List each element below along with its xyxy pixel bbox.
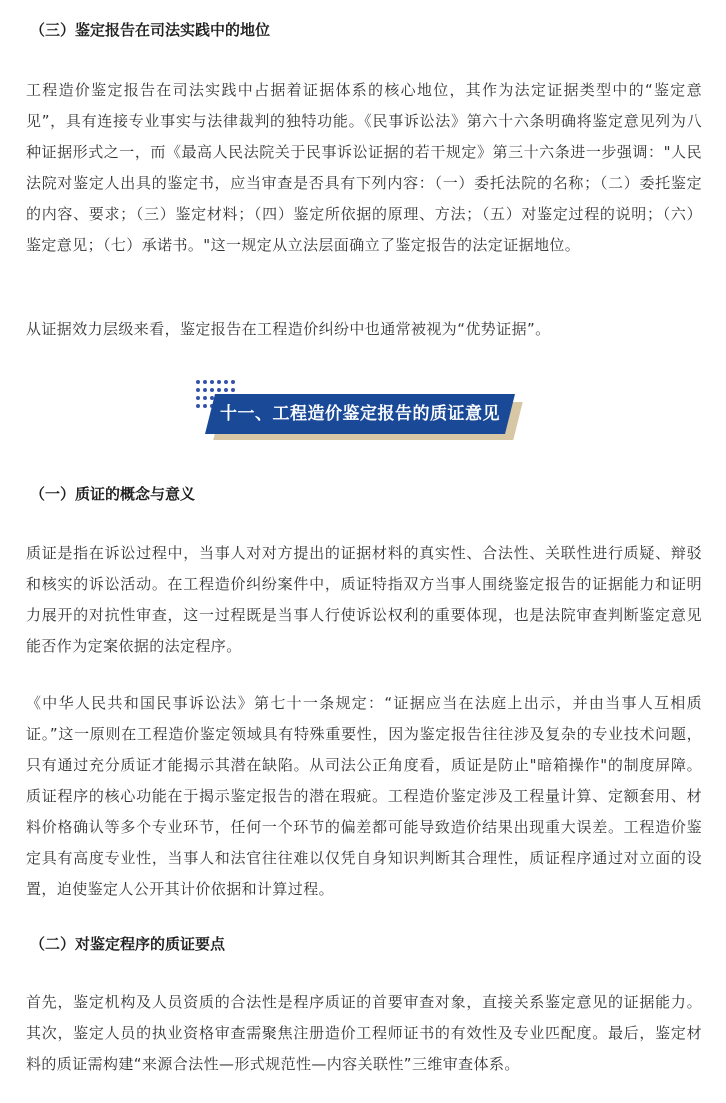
paragraph-evidence-hierarchy: 从证据效力层级来看，鉴定报告在工程造价纠纷中也通常被视为“优势证据”。 — [26, 320, 551, 338]
section-banner — [196, 380, 526, 442]
section-heading-status: （三）鉴定报告在司法实践中的地位 — [30, 21, 271, 39]
banner-title: 十一、工程造价鉴定报告的质证意见 — [220, 404, 500, 424]
paragraph-procedure: 首先，鉴定机构及人员资质的合法性是程序质证的首要审查对象，直接关系鉴定意见的证据能力。其次，鉴定人员的执业资格审查需聚焦注册造价工程师证书的有效性及专业匹配度。最后，鉴定材料的质证需构建“来源合法性—形式规范性—内容关联性”三维审查体系。 — [26, 993, 702, 1073]
subsection-heading-procedure: （二）对鉴定程序的质证要点 — [30, 935, 226, 953]
paragraph-legal-status: 工程造价鉴定报告在司法实践中占据着证据体系的核心地位，其作为法定证据类型中的“鉴定意见”，具有连接专业事实与法律裁判的独特功能。《民事诉讼法》第六十六条明确将鉴定意见列为八种证据形式之一，而《最高人民法院关于民事诉讼证据的若干规定》第三十六条进一步强调："人民法院对鉴定人出具的鉴定书，应当审查是否具有下列内容：（一）委托法院的名称；（二）委托鉴定的内容、要求；（三）鉴定材料；（四）鉴定所依据的原理、方法；（五）对鉴定过程的说明；（六）鉴定意见；（七）承诺书。"这一规定从立法层面确立了鉴定报告的法定证据地位。 — [26, 81, 702, 254]
paragraph-concept: 质证是指在诉讼过程中，当事人对对方提出的证据材料的真实性、合法性、关联性进行质疑、辩驳和核实的诉讼活动。在工程造价纠纷案件中，质证特指双方当事人围绕鉴定报告的证据能力和证明力展开的对抗性审查，这一过程既是当事人行使诉讼权利的重要体现，也是法院审查判断鉴定意见能否作为定案依据的法定程序。 — [26, 544, 702, 655]
subsection-heading-concept: （一）质证的概念与意义 — [30, 485, 196, 503]
paragraph-law-provision: 《中华人民共和国民事诉讼法》第七十一条规定：“证据应当在法庭上出示，并由当事人互相质证。”这一原则在工程造价鉴定领域具有特殊重要性，因为鉴定报告往往涉及复杂的专业技术问题，只有通过充分质证才能揭示其潜在缺陷。从司法公正角度看，质证是防止"暗箱操作"的制度屏障。质证程序的核心功能在于揭示鉴定报告的潜在瑕疵。工程造价鉴定涉及工程量计算、定额套用、材料价格确认等多个专业环节，任何一个环节的偏差都可能导致造价结果出现重大误差。工程造价鉴定具有高度专业性，当事人和法官往往难以仅凭自身知识判断其合理性，质证程序通过对立面的设置，迫使鉴定人公开其计价依据和计算过程。 — [26, 694, 702, 898]
